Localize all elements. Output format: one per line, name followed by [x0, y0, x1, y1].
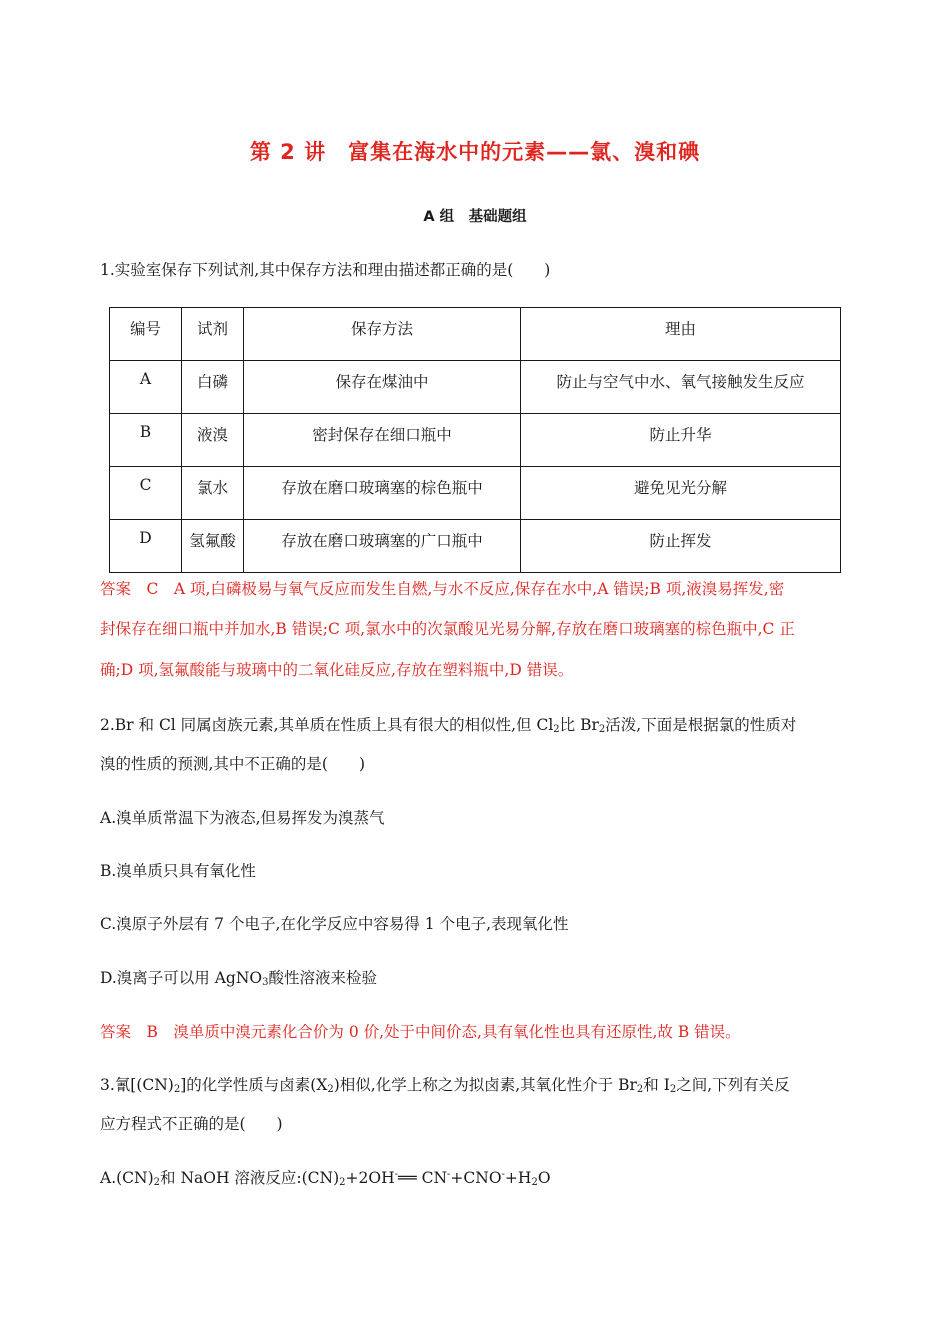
table-header-row	[110, 308, 841, 361]
page-title: 第 2 讲 富集在海水中的元素——氯、溴和碘	[249, 140, 701, 164]
question-3-stem-line-2: 应方程式不正确的是( )	[100, 1115, 283, 1133]
subscript: 2	[173, 1084, 181, 1095]
text-run: 活泼,下面是根据氯的性质对	[605, 716, 797, 734]
option-d	[100, 966, 860, 988]
option-a: A.溴单质常温下为液态,但易挥发为溴蒸气	[100, 809, 385, 827]
text-run: 3.氰[(CN)	[100, 1076, 174, 1094]
table-cell: 避免见光分解	[521, 467, 841, 520]
option-a-equation	[100, 1166, 860, 1188]
table-cell: D	[110, 520, 182, 573]
table-cell: 存放在磨口玻璃塞的棕色瓶中	[244, 467, 521, 520]
text-run: )相似,化学上称之为拟卤素,其氧化性介于 Br	[333, 1076, 637, 1094]
table-row	[110, 467, 841, 520]
subscript: 2	[339, 1177, 346, 1188]
storage-table	[109, 307, 841, 573]
text-run: 和 NaOH 溶液反应:(CN)	[160, 1169, 340, 1187]
superscript: -	[447, 1169, 451, 1180]
subscript: 2	[636, 1084, 644, 1095]
answer-1-line: 确;D 项,氢氟酸能与玻璃中的二氧化硅反应,存放在塑料瓶中,D 错误。	[100, 661, 574, 679]
table-cell: 保存在煤油中	[244, 361, 521, 414]
question-2-stem-line-2: 溴的性质的预测,其中不正确的是( )	[100, 755, 366, 773]
table-cell: 白磷	[182, 361, 244, 414]
table-cell: C	[110, 467, 182, 520]
table-cell: B	[110, 414, 182, 467]
question-1-stem: 1.实验室保存下列试剂,其中保存方法和理由描述都正确的是( )	[100, 261, 551, 279]
text-run: 和 I	[643, 1076, 670, 1094]
text-run: +2OH	[345, 1169, 395, 1187]
text-run: 2.Br 和 Cl 同属卤族元素,其单质在性质上具有很大的相似性,但 Cl	[100, 716, 554, 734]
answer-2: 答案 B 溴单质中溴元素化合价为 0 价,处于中间价态,具有氧化性也具有还原性,故 B 错误。	[100, 1023, 741, 1041]
text-run: 比 Br	[559, 716, 599, 734]
subscript: 2	[553, 724, 560, 735]
text-run: ]的化学性质与卤素(X	[180, 1076, 328, 1094]
subscript: 2	[153, 1177, 161, 1188]
subscript: 3	[262, 977, 269, 988]
equals-sign: ══	[397, 1169, 417, 1187]
table-cell: A	[110, 361, 182, 414]
answer-1-line: 答案 C A 项,白磷极易与氧气反应而发生自燃,与水不反应,保存在水中,A 错误;B 项,液溴易挥发,密	[100, 580, 785, 598]
table-row	[110, 520, 841, 573]
question-2-stem	[100, 713, 860, 735]
question-3-stem	[100, 1073, 860, 1095]
text-run: D.溴离子可以用 AgNO	[100, 969, 263, 987]
table-cell: 密封保存在细口瓶中	[244, 414, 521, 467]
option-c: C.溴原子外层有 7 个电子,在化学反应中容易得 1 个电子,表现氧化性	[100, 915, 569, 933]
subscript: 2	[598, 724, 606, 735]
text-run: O	[537, 1169, 551, 1187]
section-heading: A 组 基础题组	[423, 209, 527, 225]
table-cell: 防止挥发	[521, 520, 841, 573]
text-run: CN	[416, 1169, 448, 1187]
superscript: -	[394, 1169, 398, 1180]
text-run: A.(CN)	[100, 1169, 154, 1187]
table-cell: 防止与空气中水、氧气接触发生反应	[521, 361, 841, 414]
table-cell: 液溴	[182, 414, 244, 467]
subscript: 2	[531, 1177, 538, 1188]
text-run: 酸性溶液来检验	[268, 969, 378, 987]
table-cell: 防止升华	[521, 414, 841, 467]
table-cell: 氯水	[182, 467, 244, 520]
text-run: 之间,下列有关反	[676, 1076, 790, 1094]
text-run: +CNO	[450, 1169, 502, 1187]
table-header-cell: 编号	[110, 308, 182, 361]
table-header-cell: 理由	[521, 308, 841, 361]
table-row	[110, 414, 841, 467]
table-row	[110, 361, 841, 414]
table-cell: 氢氟酸	[182, 520, 244, 573]
superscript: -	[501, 1169, 505, 1180]
table-cell: 存放在磨口玻璃塞的广口瓶中	[244, 520, 521, 573]
subscript: 2	[669, 1084, 677, 1095]
option-b: B.溴单质只具有氧化性	[100, 862, 256, 880]
answer-1-line: 封保存在细口瓶中并加水,B 错误;C 项,氯水中的次氯酸见光易分解,存放在磨口玻璃塞的棕色瓶中,C 正	[100, 620, 795, 638]
text-run: +H	[504, 1169, 532, 1187]
table-header-cell: 试剂	[182, 308, 244, 361]
subscript: 2	[327, 1084, 334, 1095]
table-header-cell: 保存方法	[244, 308, 521, 361]
